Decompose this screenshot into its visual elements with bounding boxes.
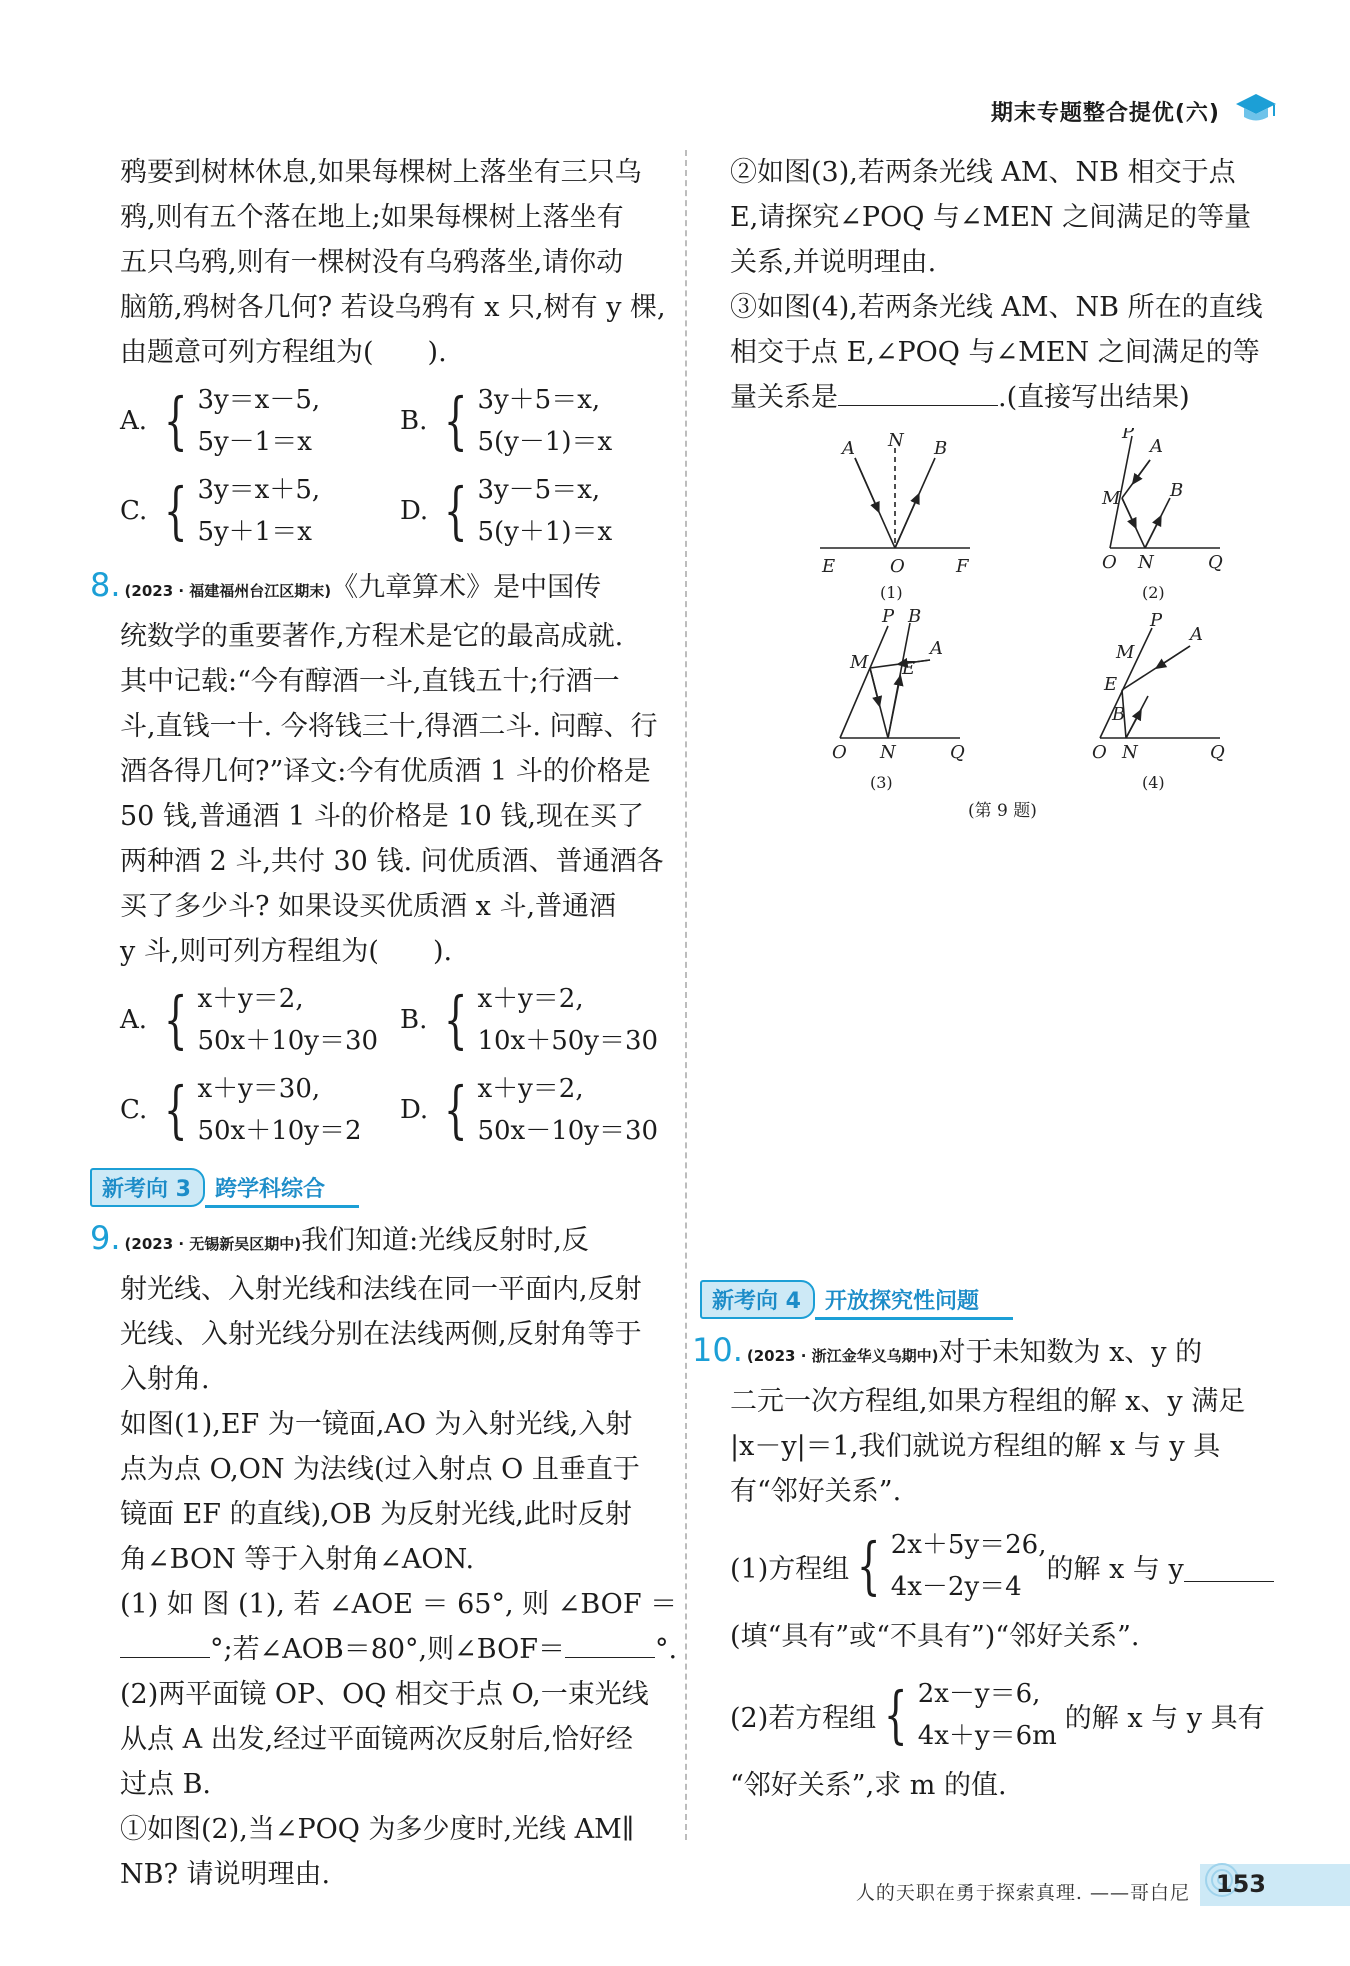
equation: x＋y＝30, [197,1074,321,1104]
brace-icon: { [443,983,468,1056]
answer-blank[interactable] [565,1627,655,1658]
q8-line: 《九章算术》是中国传 [331,572,602,603]
q8-options [120,978,680,1152]
fig4-label: A [1190,624,1203,645]
question-source: (2023 · 无锡新吴区期中) [124,1235,302,1253]
equation: 2x－y＝6, [917,1679,1041,1709]
q9-line: NB? 请说明理由. [120,1859,331,1890]
fig1-label: A [842,438,855,459]
equation: 5(y－1)＝x [477,427,613,457]
fig3-label: B [908,606,922,627]
page-number: 153 [1215,1870,1266,1898]
q10-part1-prefix: (1)方程组 [730,1553,850,1585]
section-tag: 新考向 4 [700,1280,815,1319]
q10-line: 二元一次方程组,如果方程组的解 x、y 满足 [730,1386,1246,1417]
q9-line: 射光线、入射光线和法线在同一平面内,反射 [120,1274,642,1305]
question-number: 8. [90,566,121,604]
fig4-label: P [1150,610,1163,631]
q9-right-line: ③如图(4),若两条光线 AM、NB 所在的直线 [730,292,1263,323]
fig3-label: Q [950,742,965,763]
q9-figures [730,428,1290,858]
answer-blank[interactable] [1184,1551,1274,1582]
q9-line: 镜面 EF 的直线),OB 为反射光线,此时反射 [120,1499,632,1530]
q9-line-with-blanks: °;若∠AOB＝80°,则∠BOF＝ °. [120,1627,680,1672]
brace-icon: { [443,474,468,547]
section-header-4 [700,1280,1290,1318]
left-column [90,150,680,1897]
q7-line: 鸦,则有五个落在地上;如果每棵树上落坐有 [120,202,624,233]
fig1-label: O [890,556,905,577]
q10-line: |x－y|＝1,我们就说方程组的解 x 与 y 具 [730,1431,1221,1462]
question-9 [90,1216,680,1897]
fig4-label: B [1112,704,1126,725]
brace-icon: { [163,474,188,547]
brace-icon: { [163,983,188,1056]
question-7 [120,150,680,553]
q7-line: 五只乌鸦,则有一棵树没有乌鸦落坐,请你动 [120,247,624,278]
graduation-cap-icon [1234,90,1278,126]
equation: 4x＋y＝6m [917,1721,1057,1751]
q10-part1-suffix: 的解 x 与 y [1046,1553,1184,1585]
q8-option-d[interactable] [400,1068,680,1152]
q9-right-line: E,请探究∠POQ 与∠MEN 之间满足的等量 [730,202,1252,233]
fig2-label: N [1138,552,1154,573]
q10-part2-suffix: 的解 x 与 y 具有 [1064,1702,1265,1734]
q9-line: ①如图(2),当∠POQ 为多少度时,光线 AM∥ [120,1814,635,1845]
equation: 5y＋1＝x [197,517,312,547]
q9-line: 我们知道:光线反射时,反 [301,1225,589,1256]
section-header-3 [90,1168,680,1206]
fig1-caption: (1) [880,583,903,602]
q10-line: 有“邻好关系”. [730,1476,902,1507]
fig4-label: O [1092,742,1107,763]
section-topic: 跨学科综合 [205,1170,359,1208]
q9-line: 入射角. [120,1364,210,1395]
q7-line: 鸦要到树林休息,如果每棵树上落坐有三只乌 [120,157,642,188]
equation: x＋y＝2, [477,1074,584,1104]
equation: 3y＋5＝x, [477,385,601,415]
page-header-title: 期末专题整合提优(六) [990,101,1220,126]
question-number: 10. [692,1331,743,1369]
fig4-label: M [1116,642,1135,663]
q10-line: (填“具有”或“不具有”)“邻好关系”. [730,1621,1140,1652]
fig3-label: M [850,652,869,673]
equation: 3y＝x＋5, [197,475,321,505]
option-letter: D. [400,1095,429,1125]
fig4-label: E [1104,674,1118,695]
fig3-label: N [880,742,896,763]
brace-icon: { [163,1073,188,1146]
q9-right-line: .(直接写出结果) [998,382,1190,413]
question-number: 9. [90,1219,121,1257]
q10-part1 [730,1524,1290,1608]
fig3-label: O [832,742,847,763]
equation: 2x＋5y＝26, [890,1530,1047,1560]
option-letter: C. [120,1095,148,1125]
figure-1 [820,448,970,548]
section-topic: 开放探究性问题 [815,1282,1013,1320]
fig2-label: P [1122,428,1135,443]
fig1-label: N [888,430,904,451]
q9-right-line: 量关系是 [730,382,838,413]
fig3-caption: (3) [870,773,893,792]
q8-option-b[interactable] [400,978,680,1062]
q10-first-line [692,1328,1290,1379]
fig3-label: E [902,658,916,679]
brace-icon: { [884,1678,908,1751]
fig4-label: N [1122,742,1138,763]
fig3-label: P [882,606,895,627]
q8-line: 统数学的重要著作,方程术是它的最高成就. [120,621,624,652]
equation: 10x＋50y＝30 [477,1026,659,1056]
q8-line: 斗,直钱一十. 今将钱三十,得酒二斗. 问醇、行 [120,711,658,742]
fig4-caption: (4) [1142,773,1165,792]
q8-line: 酒各得几何?”译文:今有优质酒 1 斗的价格是 [120,756,651,787]
q9-right-line-with-blank [730,375,1290,420]
equation: 50x＋10y＝2 [197,1116,362,1146]
q9-right-line: 关系,并说明理由. [730,247,937,278]
equation: 4x－2y＝4 [890,1572,1022,1602]
right-column [692,150,1290,1808]
q7-line: 由题意可列方程组为( ). [120,337,447,368]
brace-icon: { [443,1073,468,1146]
option-letter: A. [120,1005,148,1035]
q9-line: (2)两平面镜 OP、OQ 相交于点 O,一束光线 [120,1679,649,1710]
q7-option-b[interactable] [400,379,680,463]
q8-line: y 斗,则可列方程组为( ). [120,936,453,967]
q7-line: 脑筋,鸦树各几何? 若设乌鸦有 x 只,树有 y 棵, [120,292,666,323]
fig1-label: E [822,556,836,577]
equation: 3y－5＝x, [477,475,601,505]
q8-line: 50 钱,普通酒 1 斗的价格是 10 钱,现在买了 [120,801,644,832]
q10-line: “邻好关系”,求 m 的值. [730,1770,1007,1801]
fig1-label: F [956,556,969,577]
q9-line: 过点 B. [120,1769,212,1800]
fig3-label: A [930,638,943,659]
q9-line: 光线、入射光线分别在法线两侧,反射角等于 [120,1319,642,1350]
option-letter: B. [400,406,428,436]
fig2-label: Q [1208,552,1223,573]
q8-option-c[interactable] [120,1068,400,1152]
q9-line: 角∠BON 等于入射角∠AON. [120,1544,475,1575]
q9-right-line: 相交于点 E,∠POQ 与∠MEN 之间满足的等 [730,337,1260,368]
answer-blank[interactable] [838,375,998,406]
equation: 3y＝x－5, [197,385,321,415]
footer-quote: 人的天职在勇于探索真理. ——哥白尼 [855,1882,1190,1904]
question-8 [90,563,680,1152]
q10-part2-prefix: (2)若方程组 [730,1702,877,1734]
fig4-label: Q [1210,742,1225,763]
q9-right-line: ②如图(3),若两条光线 AM、NB 相交于点 [730,157,1236,188]
fig2-label: M [1102,488,1121,509]
equation: 50x－10y＝30 [477,1116,659,1146]
fig2-caption: (2) [1142,583,1165,602]
q9-line: (1) 如 图 (1), 若 ∠AOE ＝ 65°, 则 ∠BOF ＝ [120,1589,678,1620]
q7-option-a[interactable] [120,379,400,463]
q9-first-line [90,1216,680,1267]
q7-options [120,379,680,553]
q8-option-a[interactable] [120,978,400,1062]
q7-option-d[interactable] [400,469,680,553]
option-letter: B. [400,1005,428,1035]
q8-first-line [90,563,680,614]
equation: 5y－1＝x [197,427,312,457]
q9-line: 从点 A 出发,经过平面镜两次反射后,恰好经 [120,1724,633,1755]
option-letter: C. [120,496,148,526]
fig2-label: O [1102,552,1117,573]
q8-line: 买了多少斗? 如果设买优质酒 x 斗,普通酒 [120,891,617,922]
equation: x＋y＝2, [197,984,304,1014]
q10-part2 [730,1673,1290,1757]
brace-icon: { [163,384,188,457]
equation: 50x＋10y＝30 [197,1026,379,1056]
column-divider [685,150,687,1840]
figure-caption: (第 9 题) [968,801,1037,821]
option-letter: D. [400,496,429,526]
q7-option-c[interactable] [120,469,400,553]
question-source: (2023 · 福建福州台江区期末) [124,582,332,600]
question-10 [692,1328,1290,1808]
q10-line: 对于未知数为 x、y 的 [938,1337,1203,1368]
section-tag: 新考向 3 [90,1168,205,1207]
brace-icon: { [857,1529,881,1602]
option-letter: A. [120,406,148,436]
q9-line: 点为点 O,ON 为法线(过入射点 O 且垂直于 [120,1454,640,1485]
answer-blank[interactable] [120,1627,210,1658]
q8-line: 两种酒 2 斗,共付 30 钱. 问优质酒、普通酒各 [120,846,664,877]
q9-line: °;若∠AOB＝80°,则∠BOF＝ [210,1634,565,1665]
question-source: (2023 · 浙江金华义乌期中) [746,1347,939,1365]
equation: 5(y＋1)＝x [477,517,613,547]
q8-line: 其中记载:“今有醇酒一斗,直钱五十;行酒一 [120,666,620,697]
brace-icon: { [443,384,468,457]
fig2-label: A [1150,436,1163,457]
fig1-label: B [934,438,948,459]
q9-line: 如图(1),EF 为一镜面,AO 为入射光线,入射 [120,1409,633,1440]
fig2-label: B [1170,480,1184,501]
equation: x＋y＝2, [477,984,584,1014]
spacer [730,862,1290,1264]
figure-2 [1110,436,1220,548]
